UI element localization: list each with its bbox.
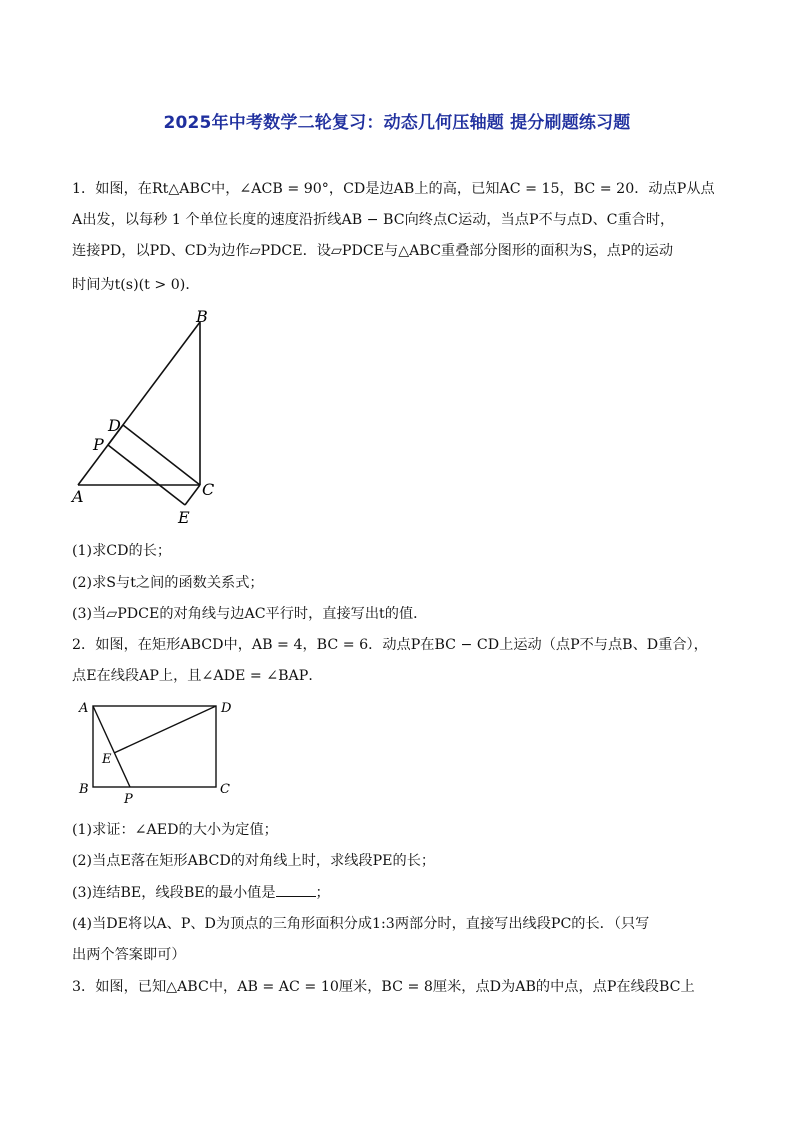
- q2-line-2: 点E在线段AP上，且∠ADE = ∠BAP．: [72, 668, 323, 684]
- label-a: A: [79, 701, 89, 716]
- label-d: D: [221, 701, 232, 716]
- q1-line-4: 时间为t(s)(t > 0)．: [72, 277, 200, 293]
- q2-sub-3-end: ；: [315, 885, 330, 901]
- label-c: C: [220, 782, 230, 797]
- q2-sub-3-text: (3)连结BE，线段BE的最小值是: [72, 885, 276, 901]
- segment-ed: [114, 706, 216, 753]
- q1-line-2: A出发，以每秒 1 个单位长度的速度沿折线AB − BC向终点C运动，当点P不与点D、C重合时，: [72, 212, 675, 228]
- label-e: E: [178, 508, 190, 527]
- q1-sub-3: (3)当▱PDCE的对角线与边AC平行时，直接写出t的值．: [72, 606, 428, 622]
- segment-ab: [78, 322, 200, 485]
- q2-sub-4-line-1: (4)当DE将以A、P、D为顶点的三角形面积分成1:3两部分时，直接写出线段PC的长．（只写: [72, 916, 650, 932]
- label-a: A: [72, 487, 84, 506]
- answer-blank[interactable]: [276, 882, 316, 897]
- label-b: B: [79, 782, 89, 797]
- q1-line-3: 连接PD，以PD、CD为边作▱PDCE．设▱PDCE与△ABC重叠部分图形的面积为S，点P的运动: [72, 243, 674, 259]
- q1-sub-1: (1)求CD的长；: [72, 543, 172, 559]
- label-p: P: [93, 435, 104, 454]
- q2-figure: [72, 695, 247, 810]
- segment-dc: [123, 425, 200, 485]
- q3-line-1: 3．如图，已知△ABC中，AB = AC = 10厘米，BC = 8厘米，点D为AB的中点，点P在线段BC上: [72, 979, 695, 995]
- q1-figure: [60, 300, 240, 530]
- segment-ce: [185, 485, 200, 505]
- segment-pe: [108, 445, 185, 505]
- label-b: B: [196, 307, 208, 326]
- segment-ap: [93, 706, 130, 787]
- label-d: D: [108, 416, 121, 435]
- q2-sub-2: (2)当点E落在矩形ABCD的对角线上时，求线段PE的长；: [72, 853, 436, 869]
- q2-sub-4-line-2: 出两个答案即可）: [72, 947, 186, 963]
- q1-sub-2: (2)求S与t之间的函数关系式；: [72, 575, 264, 591]
- q2-sub-1: (1)求证：∠AED的大小为定值；: [72, 822, 278, 838]
- label-p: P: [124, 792, 133, 807]
- q1-line-1: 1．如图，在Rt△ABC中，∠ACB = 90°，CD是边AB上的高，已知AC = 15，BC = 20．动点P从点: [72, 181, 715, 197]
- q2-line-1: 2．如图，在矩形ABCD中，AB = 4，BC = 6．动点P在BC − CD上运动（点P不与点B、D重合），: [72, 637, 708, 653]
- label-c: C: [202, 480, 215, 499]
- q2-sub-3: [72, 882, 330, 902]
- page-title: 2025年中考数学二轮复习：动态几何压轴题 提分刷题练习题: [163, 113, 631, 133]
- label-e: E: [102, 752, 112, 767]
